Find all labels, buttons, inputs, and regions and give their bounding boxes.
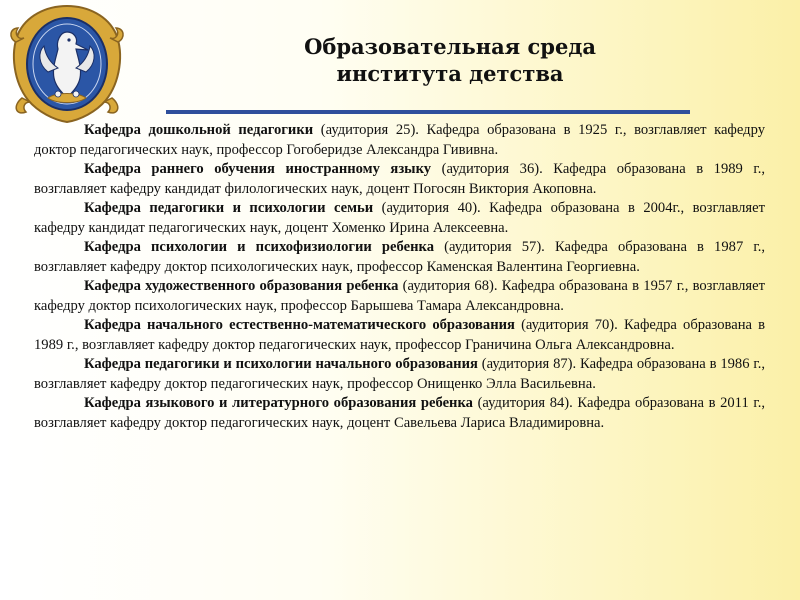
- department-name: Кафедра педагогики и психологии семьи: [84, 200, 374, 216]
- department-name: Кафедра языкового и литературного образования ребенка: [84, 395, 473, 411]
- department-details: (аудитория 57). Кафедра образована в 1987 г., возглавляет кафедру доктор психологических наук, профессор Каменская Валентина Георгиевна.: [34, 239, 765, 275]
- department-details: (аудитория 36). Кафедра образована в 1989 г., возглавляет кафедру кандидат филологических наук, доцент Погосян Виктория Акоповна.: [34, 161, 765, 197]
- department-paragraph: [34, 160, 765, 199]
- department-name: Кафедра дошкольной педагогики: [84, 122, 314, 138]
- department-paragraph: [34, 394, 765, 433]
- page-title: [200, 33, 700, 87]
- department-paragraph: [34, 355, 765, 394]
- department-name: Кафедра раннего обучения иностранному языку: [84, 161, 432, 177]
- department-paragraph: [34, 199, 765, 238]
- department-name: Кафедра психологии и психофизиологии ребенка: [84, 239, 434, 255]
- department-details: (аудитория 68). Кафедра образована в 1957 г., возглавляет кафедру доктор психологических наук, профессор Барышева Тамара Александровна.: [34, 278, 765, 314]
- department-details: (аудитория 40). Кафедра образована в 2004г., возглавляет кафедру кандидат педагогических наук, доцент Хоменко Ирина Алексеевна.: [34, 200, 766, 236]
- department-paragraph: [34, 121, 765, 160]
- department-paragraph: [34, 238, 765, 277]
- departments-list: [34, 121, 765, 433]
- department-details: (аудитория 87). Кафедра образована в 1986 г., возглавляет кафедру доктор педагогических наук, профессор Онищенко Элла Васильевна.: [34, 356, 765, 392]
- department-name: Кафедра начального естественно-математического образования: [84, 317, 515, 333]
- pelican-crest-icon: [8, 2, 126, 124]
- department-details: (аудитория 25). Кафедра образована в 1925 г., возглавляет кафедру доктор педагогических наук, профессор Гогоберидзе Александра Гививна.: [34, 122, 765, 158]
- department-paragraph: [34, 316, 765, 355]
- title-divider: [166, 110, 690, 114]
- department-paragraph: [34, 277, 765, 316]
- title-line-1: Образовательная среда: [304, 34, 596, 59]
- department-details: (аудитория 84). Кафедра образована в 2011 г., возглавляет кафедру доктор педагогических наук, доцент Савельева Лариса Владимировна.: [34, 395, 765, 431]
- department-name: Кафедра художественного образования ребенка: [84, 278, 399, 294]
- department-name: Кафедра педагогики и психологии начального образования: [84, 356, 478, 372]
- department-details: (аудитория 70). Кафедра образована в 1989 г., возглавляет кафедру доктор педагогических наук, профессор Граничина Ольга Александровна.: [34, 317, 765, 353]
- title-line-2: института детства: [336, 61, 564, 86]
